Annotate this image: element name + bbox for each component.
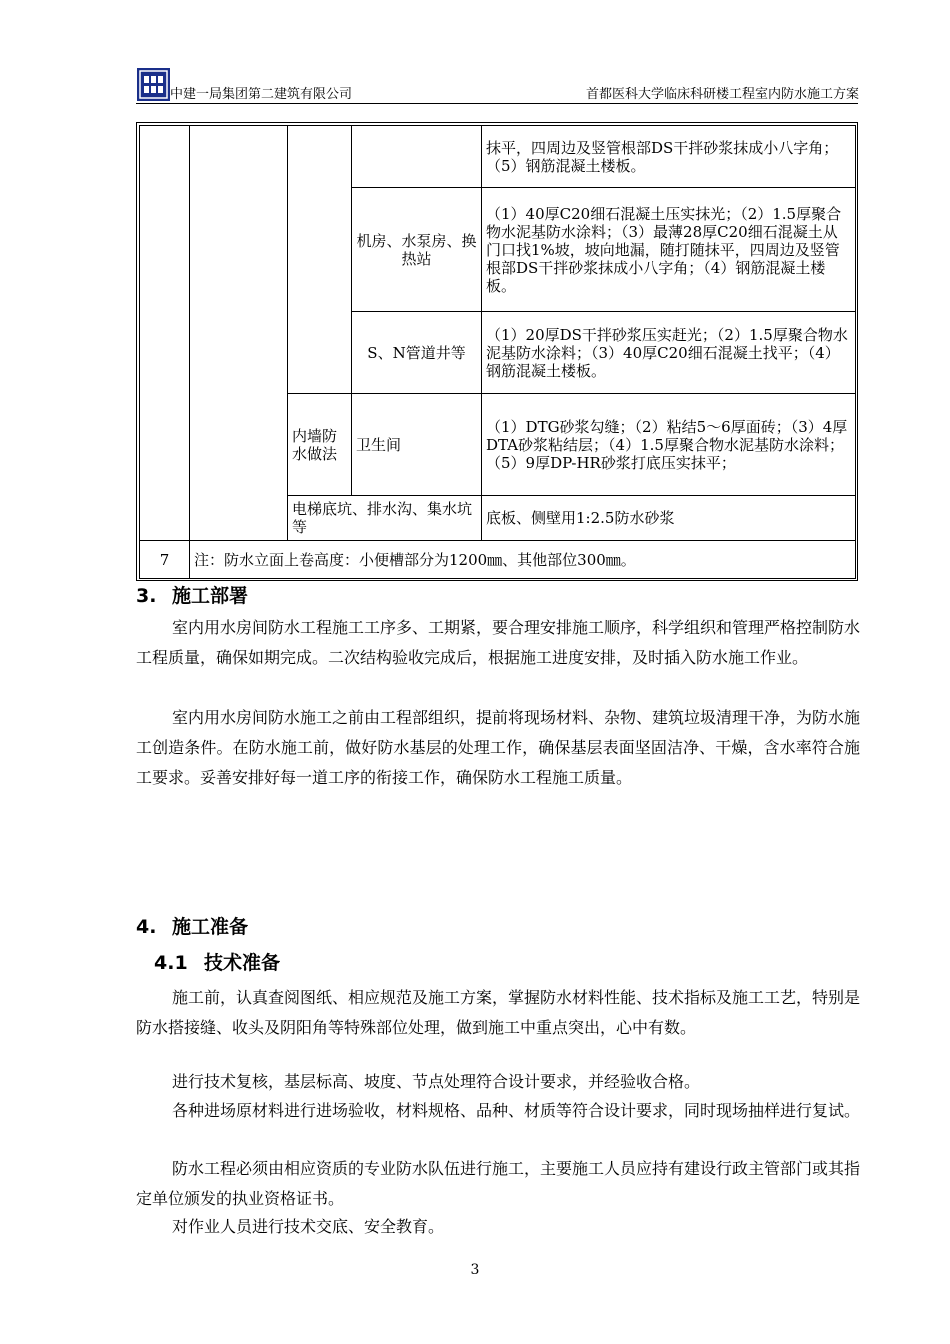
- section-4-1-title: 技术准备: [204, 952, 281, 974]
- header-company: 中建一局集团第二建筑有限公司: [170, 87, 353, 102]
- section-4-title: 施工准备: [172, 916, 249, 938]
- table-cell-method: （1）20厚DS干拌砂浆压实赶光；（2）1.5厚聚合物水泥基防水涂料；（3）40厚C20细石混凝土找平；（4）钢筋混凝土楼板。: [482, 312, 856, 394]
- section-3-title: 施工部署: [172, 585, 249, 607]
- header-rule: [136, 103, 858, 104]
- table-cell-area: S、N管道井等: [352, 312, 482, 394]
- table-cell-index: 7: [140, 541, 190, 579]
- section-4-1-number: 4.1: [154, 952, 188, 974]
- table-cell-method: （1）DTG砂浆勾缝；（2）粘结5～6厚面砖；（3）4厚DTA砂浆粘结层；（4）1.5厚聚合物水泥基防水涂料；（5）9厚DP-HR砂浆打底压实抹平；: [482, 394, 856, 496]
- section-4-1-paragraph: 对作业人员进行技术交底、安全教育。: [172, 1217, 445, 1236]
- section-4-number: 4.: [136, 916, 157, 938]
- header-document-title: 首都医科大学临床科研楼工程室内防水施工方案: [585, 87, 859, 102]
- table-cell-area: 卫生间: [352, 394, 482, 496]
- section-4-1-heading: [154, 950, 280, 976]
- table-cell-area: 机房、水泵房、换热站: [352, 188, 482, 312]
- section-3-heading: [136, 583, 248, 609]
- section-4-heading: [136, 914, 248, 940]
- section-3-paragraph: 室内用水房间防水工程施工工序多、工期紧，要合理安排施工顺序，科学组织和管理严格控制防水工程质量，确保如期完成。二次结构验收完成后，根据施工进度安排，及时插入防水施工作业。: [136, 618, 861, 667]
- section-3-number: 3.: [136, 585, 157, 607]
- section-4-1-paragraph: 防水工程必须由相应资质的专业防水队伍进行施工，主要施工人员应持有建设行政主管部门或其指定单位颁发的执业资格证书。: [136, 1159, 861, 1208]
- table-cell-note: 注：防水立面上卷高度：小便槽部分为1200㎜、其他部位300㎜。: [190, 541, 856, 579]
- section-4-1-paragraph: 各种进场原材料进行进场验收，材料规格、品种、材质等符合设计要求，同时现场抽样进行复试。: [172, 1101, 861, 1120]
- spec-table-frame: [136, 122, 858, 581]
- table-cell-area: [352, 126, 482, 188]
- table-cell-category: 内墙防水做法: [288, 394, 352, 496]
- table-cell-area: 电梯底坑、排水沟、集水坑等: [288, 496, 482, 541]
- table-row-note: [140, 541, 856, 579]
- table-row: [140, 126, 856, 188]
- page-number: 3: [470, 1262, 480, 1278]
- section-4-1-paragraph: 施工前，认真查阅图纸、相应规范及施工方案，掌握防水材料性能、技术指标及施工工艺，特别是防水搭接缝、收头及阴阳角等特殊部位处理，做到施工中重点突出，心中有数。: [136, 988, 861, 1037]
- section-3-paragraph: 室内用水房间防水施工之前由工程部组织，提前将现场材料、杂物、建筑垃圾清理干净，为防水施工创造条件。在防水施工前，做好防水基层的处理工作，确保基层表面坚固洁净、干燥，含水率符合施工要求。妥善安排好每一道工序的衔接工作，确保防水工程施工质量。: [136, 708, 861, 787]
- company-logo: [137, 68, 170, 101]
- table-cell-method: 抹平，四周边及竖管根部DS干拌砂浆抹成小八字角；（5）钢筋混凝土楼板。: [482, 126, 856, 188]
- table-cell-method: （1）40厚C20细石混凝土压实抹光；（2）1.5厚聚合物水泥基防水涂料；（3）最薄28厚C20细石混凝土从门口找1%坡，坡向地漏，随打随抹平，四周边及竖管根部DS干拌砂浆抹成小八字角；（4）钢筋混凝土楼板。: [482, 188, 856, 312]
- table-cell-method: 底板、侧壁用1:2.5防水砂浆: [482, 496, 856, 541]
- section-4-1-paragraph: 进行技术复核，基层标高、坡度、节点处理符合设计要求，并经验收合格。: [172, 1072, 701, 1091]
- spec-table: [139, 125, 856, 579]
